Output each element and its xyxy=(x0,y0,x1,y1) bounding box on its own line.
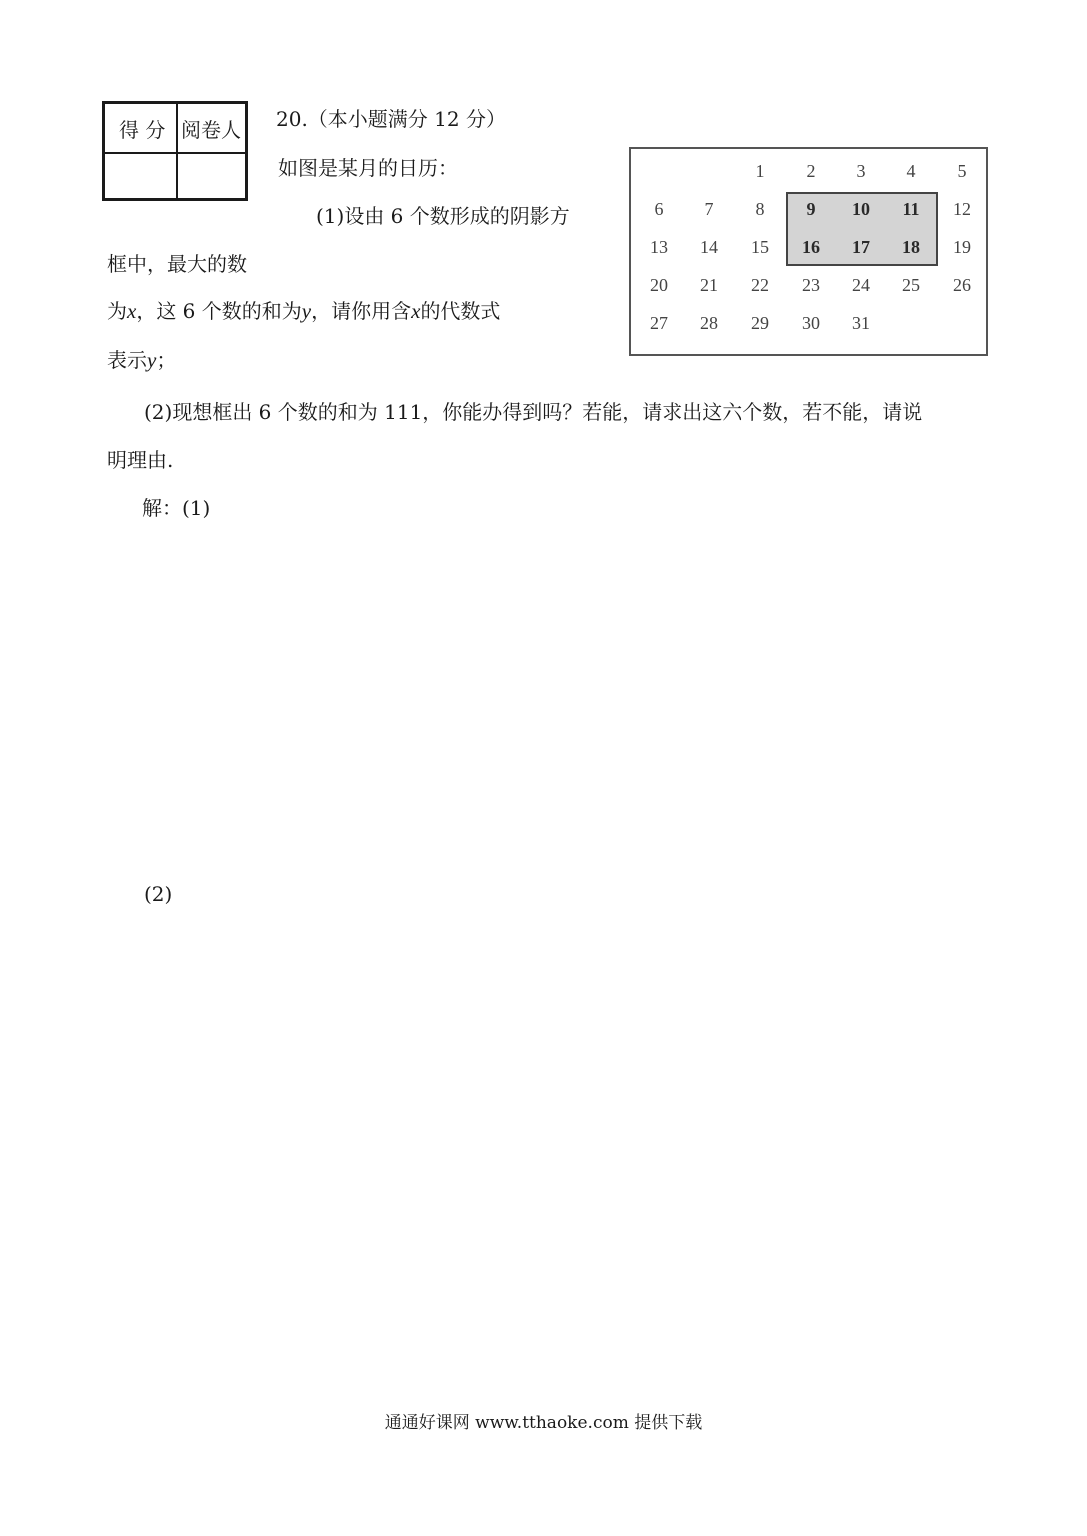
part1-line1: (1)设由 6 个数形成的阴影方 xyxy=(316,204,570,228)
part1-line3 xyxy=(107,295,500,324)
score-label: 得 分 xyxy=(119,118,166,142)
part1-line3-text-a: 为 xyxy=(107,299,127,323)
calendar-day: 13 xyxy=(650,237,668,257)
calendar-day: 12 xyxy=(953,199,971,219)
calendar-day: 18 xyxy=(902,237,920,257)
calendar-day: 4 xyxy=(906,161,916,181)
table-divider-horizontal xyxy=(105,152,245,154)
variable-y-2: y xyxy=(147,348,157,372)
calendar-day: 17 xyxy=(852,237,870,257)
calendar-day: 24 xyxy=(852,275,870,295)
part2-line1: (2)现想框出 6 个数的和为 111，你能办得到吗？若能，请求出这六个数，若不能，请说 xyxy=(144,400,923,424)
calendar-day: 10 xyxy=(852,199,870,219)
part1-line3-text-b: ，这 6 个数的和为 xyxy=(136,299,302,323)
calendar-day: 21 xyxy=(700,275,718,295)
answer-label: 解：(1) xyxy=(142,496,211,520)
variable-x-2: x xyxy=(411,299,421,323)
calendar-day: 28 xyxy=(700,313,718,333)
question-header: 20.（本小题满分 12 分） xyxy=(276,107,506,131)
variable-y: y xyxy=(301,299,312,323)
calendar-day: 1 xyxy=(755,161,765,181)
variable-x: x xyxy=(127,299,137,323)
calendar-day: 22 xyxy=(751,275,769,295)
calendar-day: 3 xyxy=(856,161,866,181)
part1-line3-text-d: 的代数式 xyxy=(420,299,501,323)
calendar-day: 9 xyxy=(806,199,816,219)
calendar-day: 27 xyxy=(650,313,668,333)
part1-line4 xyxy=(107,344,176,373)
calendar-day: 7 xyxy=(704,199,714,219)
calendar-day: 14 xyxy=(700,237,718,257)
part2-line2: 明理由. xyxy=(107,448,174,472)
calendar-day: 15 xyxy=(751,237,769,257)
part1-line3-text-c: ，请你用含 xyxy=(311,299,412,323)
score-table xyxy=(102,101,248,201)
calendar-day: 30 xyxy=(802,313,820,333)
answer-part2-label: (2) xyxy=(144,882,173,906)
part1-line4-text-a: 表示 xyxy=(107,348,147,372)
calendar-day: 6 xyxy=(654,199,664,219)
footer-credit: 通通好课网 www.tthaoke.com 提供下载 xyxy=(384,1413,703,1433)
calendar-day: 19 xyxy=(953,237,971,257)
calendar-day: 2 xyxy=(806,161,816,181)
calendar-day: 5 xyxy=(957,161,967,181)
part1-line2: 框中，最大的数 xyxy=(107,252,247,276)
calendar-day: 8 xyxy=(755,199,765,219)
reviewer-label: 阅卷人 xyxy=(181,118,241,142)
part1-line4-text-b: ； xyxy=(156,348,177,372)
calendar-day: 31 xyxy=(852,313,870,333)
question-intro: 如图是某月的日历： xyxy=(278,156,458,180)
calendar-day: 26 xyxy=(953,275,971,295)
calendar xyxy=(629,147,988,356)
calendar-day: 23 xyxy=(802,275,820,295)
calendar-day: 16 xyxy=(802,237,820,257)
table-divider-vertical xyxy=(176,104,178,198)
calendar-day: 20 xyxy=(650,275,668,295)
calendar-day: 29 xyxy=(751,313,769,333)
calendar-day: 25 xyxy=(902,275,920,295)
calendar-day: 11 xyxy=(902,199,920,219)
